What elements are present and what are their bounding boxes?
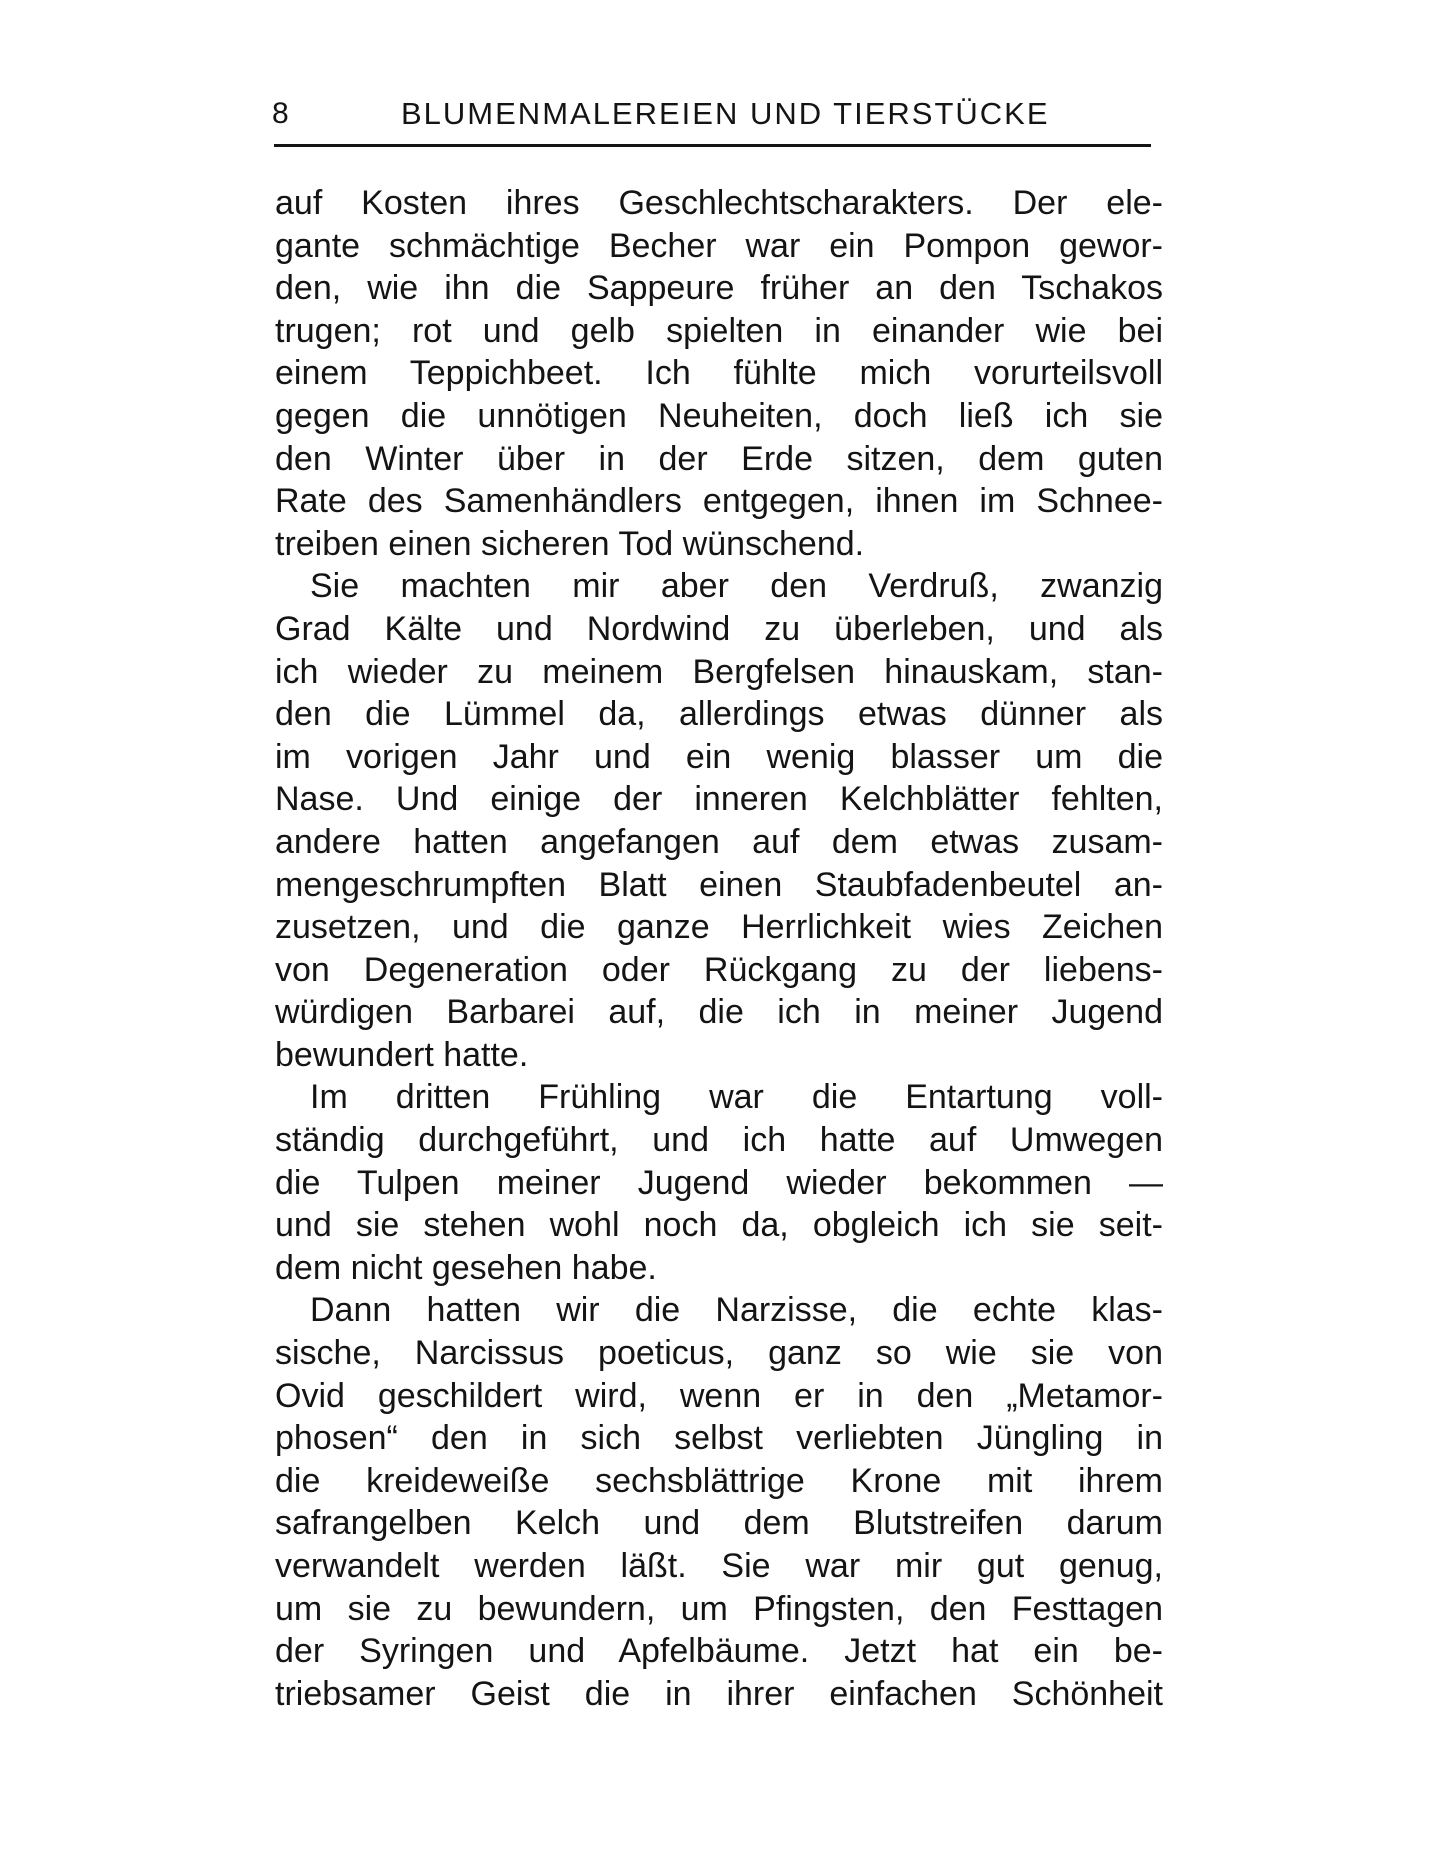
body-text [275, 182, 1163, 1715]
text-line: Grad Kälte und Nordwind zu überleben, und als [275, 609, 1163, 648]
text-line: Im dritten Frühling war die Entartung voll- [310, 1078, 1163, 1117]
text-line: einem Teppichbeet. Ich fühlte mich vorurteilsvoll [275, 354, 1163, 393]
text-line: verwandelt werden läßt. Sie war mir gut genug, [275, 1547, 1163, 1585]
text-line: zusetzen, und die ganze Herrlichkeit wies Zeichen [275, 908, 1163, 947]
text-line: gegen die unnötigen Neuheiten, doch ließ ich sie [275, 396, 1163, 435]
text-line: die Tulpen meiner Jugend wieder bekommen — [275, 1163, 1163, 1202]
text-line: Rate des Samenhändlers entgegen, ihnen im Schnee- [275, 482, 1163, 521]
text-line: triebsamer Geist die in ihrer einfachen Schönheit [275, 1674, 1163, 1713]
text-line: im vorigen Jahr und ein wenig blasser um die [275, 737, 1163, 776]
text-line: bewundert hatte. [275, 1035, 529, 1074]
paragraph [275, 1289, 1163, 1715]
text-line: trugen; rot und gelb spielten in einander wie bei [275, 311, 1163, 350]
paragraph [275, 1076, 1163, 1289]
text-line: Sie machten mir aber den Verdruß, zwanzig [310, 567, 1163, 606]
text-line: den, wie ihn die Sappeure früher an den Tschakos [275, 269, 1163, 308]
text-line: sische, Narcissus poeticus, ganz so wie sie von [275, 1334, 1163, 1373]
text-line: mengeschrumpften Blatt einen Staubfadenbeutel an- [275, 865, 1163, 904]
text-line: ständig durchgeführt, und ich hatte auf Umwegen [275, 1121, 1163, 1160]
text-line: treiben einen sicheren Tod wünschend. [275, 524, 865, 563]
text-line: auf Kosten ihres Geschlechtscharakters. Der ele- [275, 184, 1163, 222]
text-line: ich wieder zu meinem Bergfelsen hinauskam, stan- [275, 652, 1163, 691]
text-line: der Syringen und Apfelbäume. Jetzt hat ein be- [275, 1632, 1163, 1671]
paragraph [275, 565, 1163, 1076]
text-line: von Degeneration oder Rückgang zu der liebens- [275, 950, 1163, 989]
text-line: würdigen Barbarei auf, die ich in meiner Jugend [275, 993, 1163, 1032]
text-line: die kreideweiße sechsblättrige Krone mit ihrem [275, 1461, 1163, 1500]
text-line: andere hatten angefangen auf dem etwas zusam- [275, 822, 1163, 861]
text-line: Dann hatten wir die Narzisse, die echte klas- [310, 1291, 1163, 1330]
text-line: den Winter über in der Erde sitzen, dem guten [275, 439, 1163, 478]
page-number: 8 [272, 97, 289, 130]
header-rule [274, 144, 1151, 147]
text-line: um sie zu bewundern, um Pfingsten, den Festtagen [275, 1589, 1163, 1628]
text-line: phosen“ den in sich selbst verliebten Jüngling in [275, 1419, 1163, 1458]
text-line: Nase. Und einige der inneren Kelchblätter fehlten, [275, 780, 1163, 819]
text-line: dem nicht gesehen habe. [275, 1248, 657, 1287]
text-line: den die Lümmel da, allerdings etwas dünner als [275, 695, 1163, 734]
text-line: gante schmächtige Becher war ein Pompon gewor- [275, 226, 1163, 265]
paragraph [275, 182, 1163, 565]
text-line: safrangelben Kelch und dem Blutstreifen darum [275, 1504, 1163, 1543]
text-line: und sie stehen wohl noch da, obgleich ich sie seit- [275, 1206, 1163, 1245]
running-title: BLUMENMALEREIEN UND TIERSTÜCKE [401, 96, 1050, 131]
text-line: Ovid geschildert wird, wenn er in den „Metamor- [275, 1376, 1163, 1415]
